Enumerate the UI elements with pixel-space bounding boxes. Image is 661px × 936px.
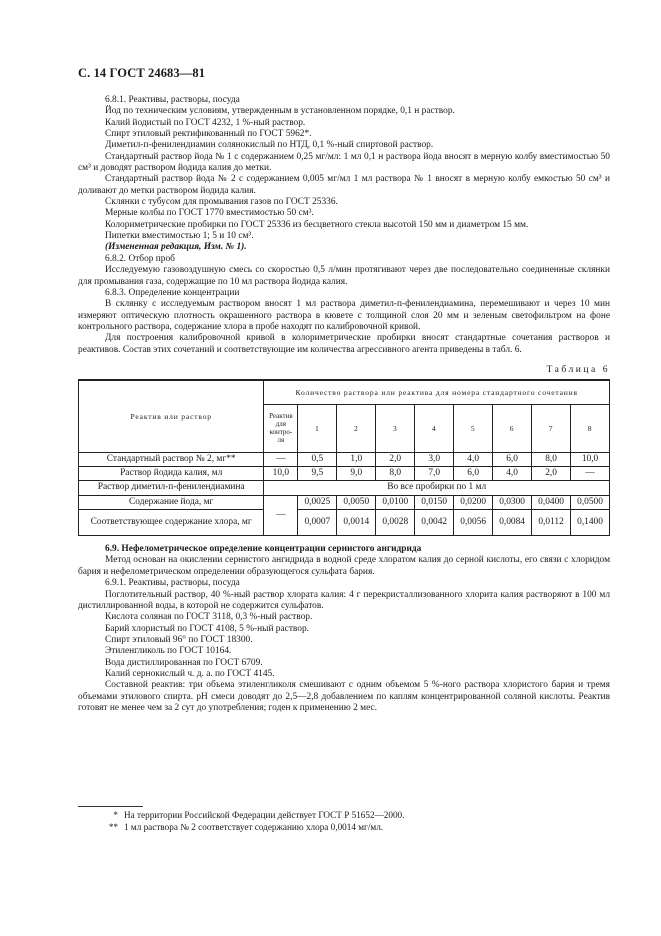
table-6 <box>78 379 610 536</box>
paragraph: Поглотительный раствор, 40 %-ный раствор хлората калия: 4 г перекристаллизованного хлорита калия растворяют в 100 мл дистиллированной воды, в которой не содержится сульфатов. <box>78 589 610 611</box>
paragraph: 6.8.3. Определение концентрации <box>105 287 240 298</box>
paragraph: Этиленгликоль по ГОСТ 10164. <box>105 646 232 657</box>
combination-number: 5 <box>454 404 493 452</box>
paragraph: Колориметрические пробирки по ГОСТ 25336 из бесцветного стекла высотой 150 мм и диаметром 15 мм. <box>105 219 529 230</box>
paragraph: Спирт этиловый ректификованный по ГОСТ 5962*. <box>105 129 312 140</box>
combination-number: 6 <box>493 404 532 452</box>
value-cell: 2,0 <box>376 452 415 466</box>
paragraph: Барий хлористый по ГОСТ 4108, 5 %-ный раствор. <box>105 623 309 634</box>
paragraph: Йод по техническим условиям, утвержденным в установленном порядке, 0,1 н раствор. <box>105 106 455 117</box>
paragraph: Вода дистиллированная по ГОСТ 6709. <box>105 657 263 668</box>
row-label: Раствор йодида калия, мл <box>79 467 264 481</box>
value-cell: 4,0 <box>454 452 493 466</box>
paragraph: Калий сернокислый ч. д. а. по ГОСТ 4145. <box>105 668 275 679</box>
paragraph: Стандартный раствор йода № 2 с содержанием 0,005 мг/мл 1 мл раствора № 1 вносят в мерную колбу емкостью 50 см³ и доливают до метки раствором йодида калия. <box>78 174 610 196</box>
paragraph: Метод основан на окислении сернистого ангидрида в водной среде хлоратом калия до серной кислоты, его связи с хлоридом бария и нефелометрическом определении образующегося сульфата бария. <box>78 555 610 577</box>
paragraph: Спирт этиловый 96° по ГОСТ 18300. <box>105 634 253 645</box>
combination-number: 1 <box>298 404 337 452</box>
row-label: Содержание йода, мг <box>79 495 264 509</box>
span-cell: Во все пробирки по 1 мл <box>264 481 610 495</box>
footnote <box>78 822 610 834</box>
value-cell: 7,0 <box>415 467 454 481</box>
table-row <box>79 481 610 495</box>
table-caption: Таблица 6 <box>546 363 610 375</box>
value-cell: 0,0112 <box>532 510 571 536</box>
row-label: Соответствующее содержание хлора, мг <box>79 510 264 536</box>
footnote-mark: ** <box>108 821 118 832</box>
footnote-rule <box>78 806 143 807</box>
reagent-column-header: Реактив или раствор <box>79 380 264 452</box>
combination-number: 8 <box>571 404 610 452</box>
value-cell: 0,1400 <box>571 510 610 536</box>
paragraph: Мерные колбы по ГОСТ 1770 вместимостью 50 см³. <box>105 208 314 219</box>
combination-number: 7 <box>532 404 571 452</box>
amendment-note: (Измененная редакция, Изм. № 1). <box>105 242 247 253</box>
control-cell: 10,0 <box>264 467 298 481</box>
row-label: Стандартный раствор № 2, мг** <box>79 452 264 466</box>
value-cell: 0,0028 <box>376 510 415 536</box>
value-cell: 9,5 <box>298 467 337 481</box>
table-row <box>79 467 610 481</box>
footnote-text: На территории Российской Федерации действует ГОСТ Р 51652—2000. <box>124 810 405 820</box>
paragraph: Исследуемую газовоздушную смесь со скоростью 0,5 л/мин протягивают через две последовательно соединенные склянки для промывания газа, содержащие по 10 мл раствора йодида калия. <box>78 265 610 287</box>
paragraph: 6.9.1. Реактивы, растворы, посуда <box>105 578 240 589</box>
value-cell: 2,0 <box>532 467 571 481</box>
value-cell: 9,0 <box>337 467 376 481</box>
paragraph: Составной реактив: три объема этиленгликоля смешивают с одним объемом 5 %-ного раствора хлористого бария и тремя объемами этилового спирта. pH смеси доводят до 2,5—2,8 добавлением по каплям концентрированной соляной кислоты. Реактив готовят не менее чем за 2 сут до употребления; годен к применению 2 мес. <box>78 680 610 713</box>
combination-number: 3 <box>376 404 415 452</box>
paragraph: Склянки с тубусом для промывания газов по ГОСТ 25336. <box>105 197 338 208</box>
value-cell: 0,0050 <box>337 495 376 509</box>
table-row <box>79 510 610 536</box>
value-cell: 0,0056 <box>454 510 493 536</box>
value-cell: 1,0 <box>337 452 376 466</box>
paragraph: В склянку с исследуемым раствором вносят 1 мл раствора диметил-п-фенилендиамина, перемешивают и через 10 мин измеряют оптическую плотность окрашенного раствора в кювете с толщиной слоя 20 мм и зеленым светофильтром на фоне контрольного раствора, содержание хлора в пробе находят по калибровочной кривой. <box>78 299 610 332</box>
paragraph: Пипетки вместимостью 1; 5 и 10 см³. <box>105 231 254 242</box>
paragraph: Стандартный раствор йода № 1 с содержанием 0,25 мг/мл: 1 мл 0,1 н раствора йода вносят в мерную колбу вместимостью 50 см³ и доводят раствором йодида калия до метки. <box>78 151 610 174</box>
paragraph: Кислота соляная по ГОСТ 3118, 0,3 %-ный раствор. <box>105 612 313 623</box>
paragraph: 6.8.1. Реактивы, растворы, посуда <box>105 95 240 105</box>
value-cell: 0,0200 <box>454 495 493 509</box>
value-cell: 4,0 <box>493 467 532 481</box>
footnote <box>78 810 610 822</box>
control-cell: — <box>264 495 298 535</box>
value-cell: 0,0042 <box>415 510 454 536</box>
combination-number: 2 <box>337 404 376 452</box>
value-cell: 0,0300 <box>493 495 532 509</box>
combination-group-header: Количество раствора или реактива для номера стандартного сочетания <box>264 380 610 404</box>
value-cell: 3,0 <box>415 452 454 466</box>
value-cell: 0,5 <box>298 452 337 466</box>
value-cell: 6,0 <box>493 452 532 466</box>
value-cell: 10,0 <box>571 452 610 466</box>
value-cell: 0,0007 <box>298 510 337 536</box>
paragraph: Для построения калибровочной кривой в колориметрические пробирки вносят стандартные сочетания растворов и реактивов. Состав этих сочетаний и соответствующие им количества агрессивного агента приведены в табл. 6. <box>78 333 610 355</box>
control-cell: — <box>264 452 298 466</box>
combination-number: 4 <box>415 404 454 452</box>
value-cell: 0,0084 <box>493 510 532 536</box>
value-cell: 0,0025 <box>298 495 337 509</box>
value-cell: 0,0150 <box>415 495 454 509</box>
footnote-text: 1 мл раствора № 2 соответствует содержанию хлора 0,0014 мг/мл. <box>124 821 384 832</box>
footnotes <box>78 810 610 833</box>
value-cell: 0,0014 <box>337 510 376 536</box>
value-cell: 0,0400 <box>532 495 571 509</box>
value-cell: 8,0 <box>532 452 571 466</box>
table-row <box>79 452 610 466</box>
footnote-mark: * <box>113 810 118 820</box>
control-column-header: Реактив для контро-ля <box>264 404 298 452</box>
section-heading: 6.9. Нефелометрическое определение концентрации сернистого ангидрида <box>105 544 422 555</box>
paragraph: Диметил-п-фенилендиамин солянокислый по НТД, 0,1 %-ный спиртовой раствор. <box>105 140 434 151</box>
page-header: С. 14 ГОСТ 24683—81 <box>78 66 206 80</box>
value-cell: 0,0100 <box>376 495 415 509</box>
paragraph: 6.8.2. Отбор проб <box>105 253 175 264</box>
value-cell: 8,0 <box>376 467 415 481</box>
table-row <box>79 495 610 509</box>
paragraph: Калий йодистый по ГОСТ 4232, 1 %-ный раствор. <box>105 117 306 128</box>
value-cell: 6,0 <box>454 467 493 481</box>
row-label: Раствор диметил-п-фенилендиамина <box>79 481 264 495</box>
document-body <box>78 95 610 714</box>
value-cell: 0,0500 <box>571 495 610 509</box>
section-6-9 <box>78 544 610 714</box>
section-6-8 <box>78 95 610 356</box>
value-cell: — <box>571 467 610 481</box>
